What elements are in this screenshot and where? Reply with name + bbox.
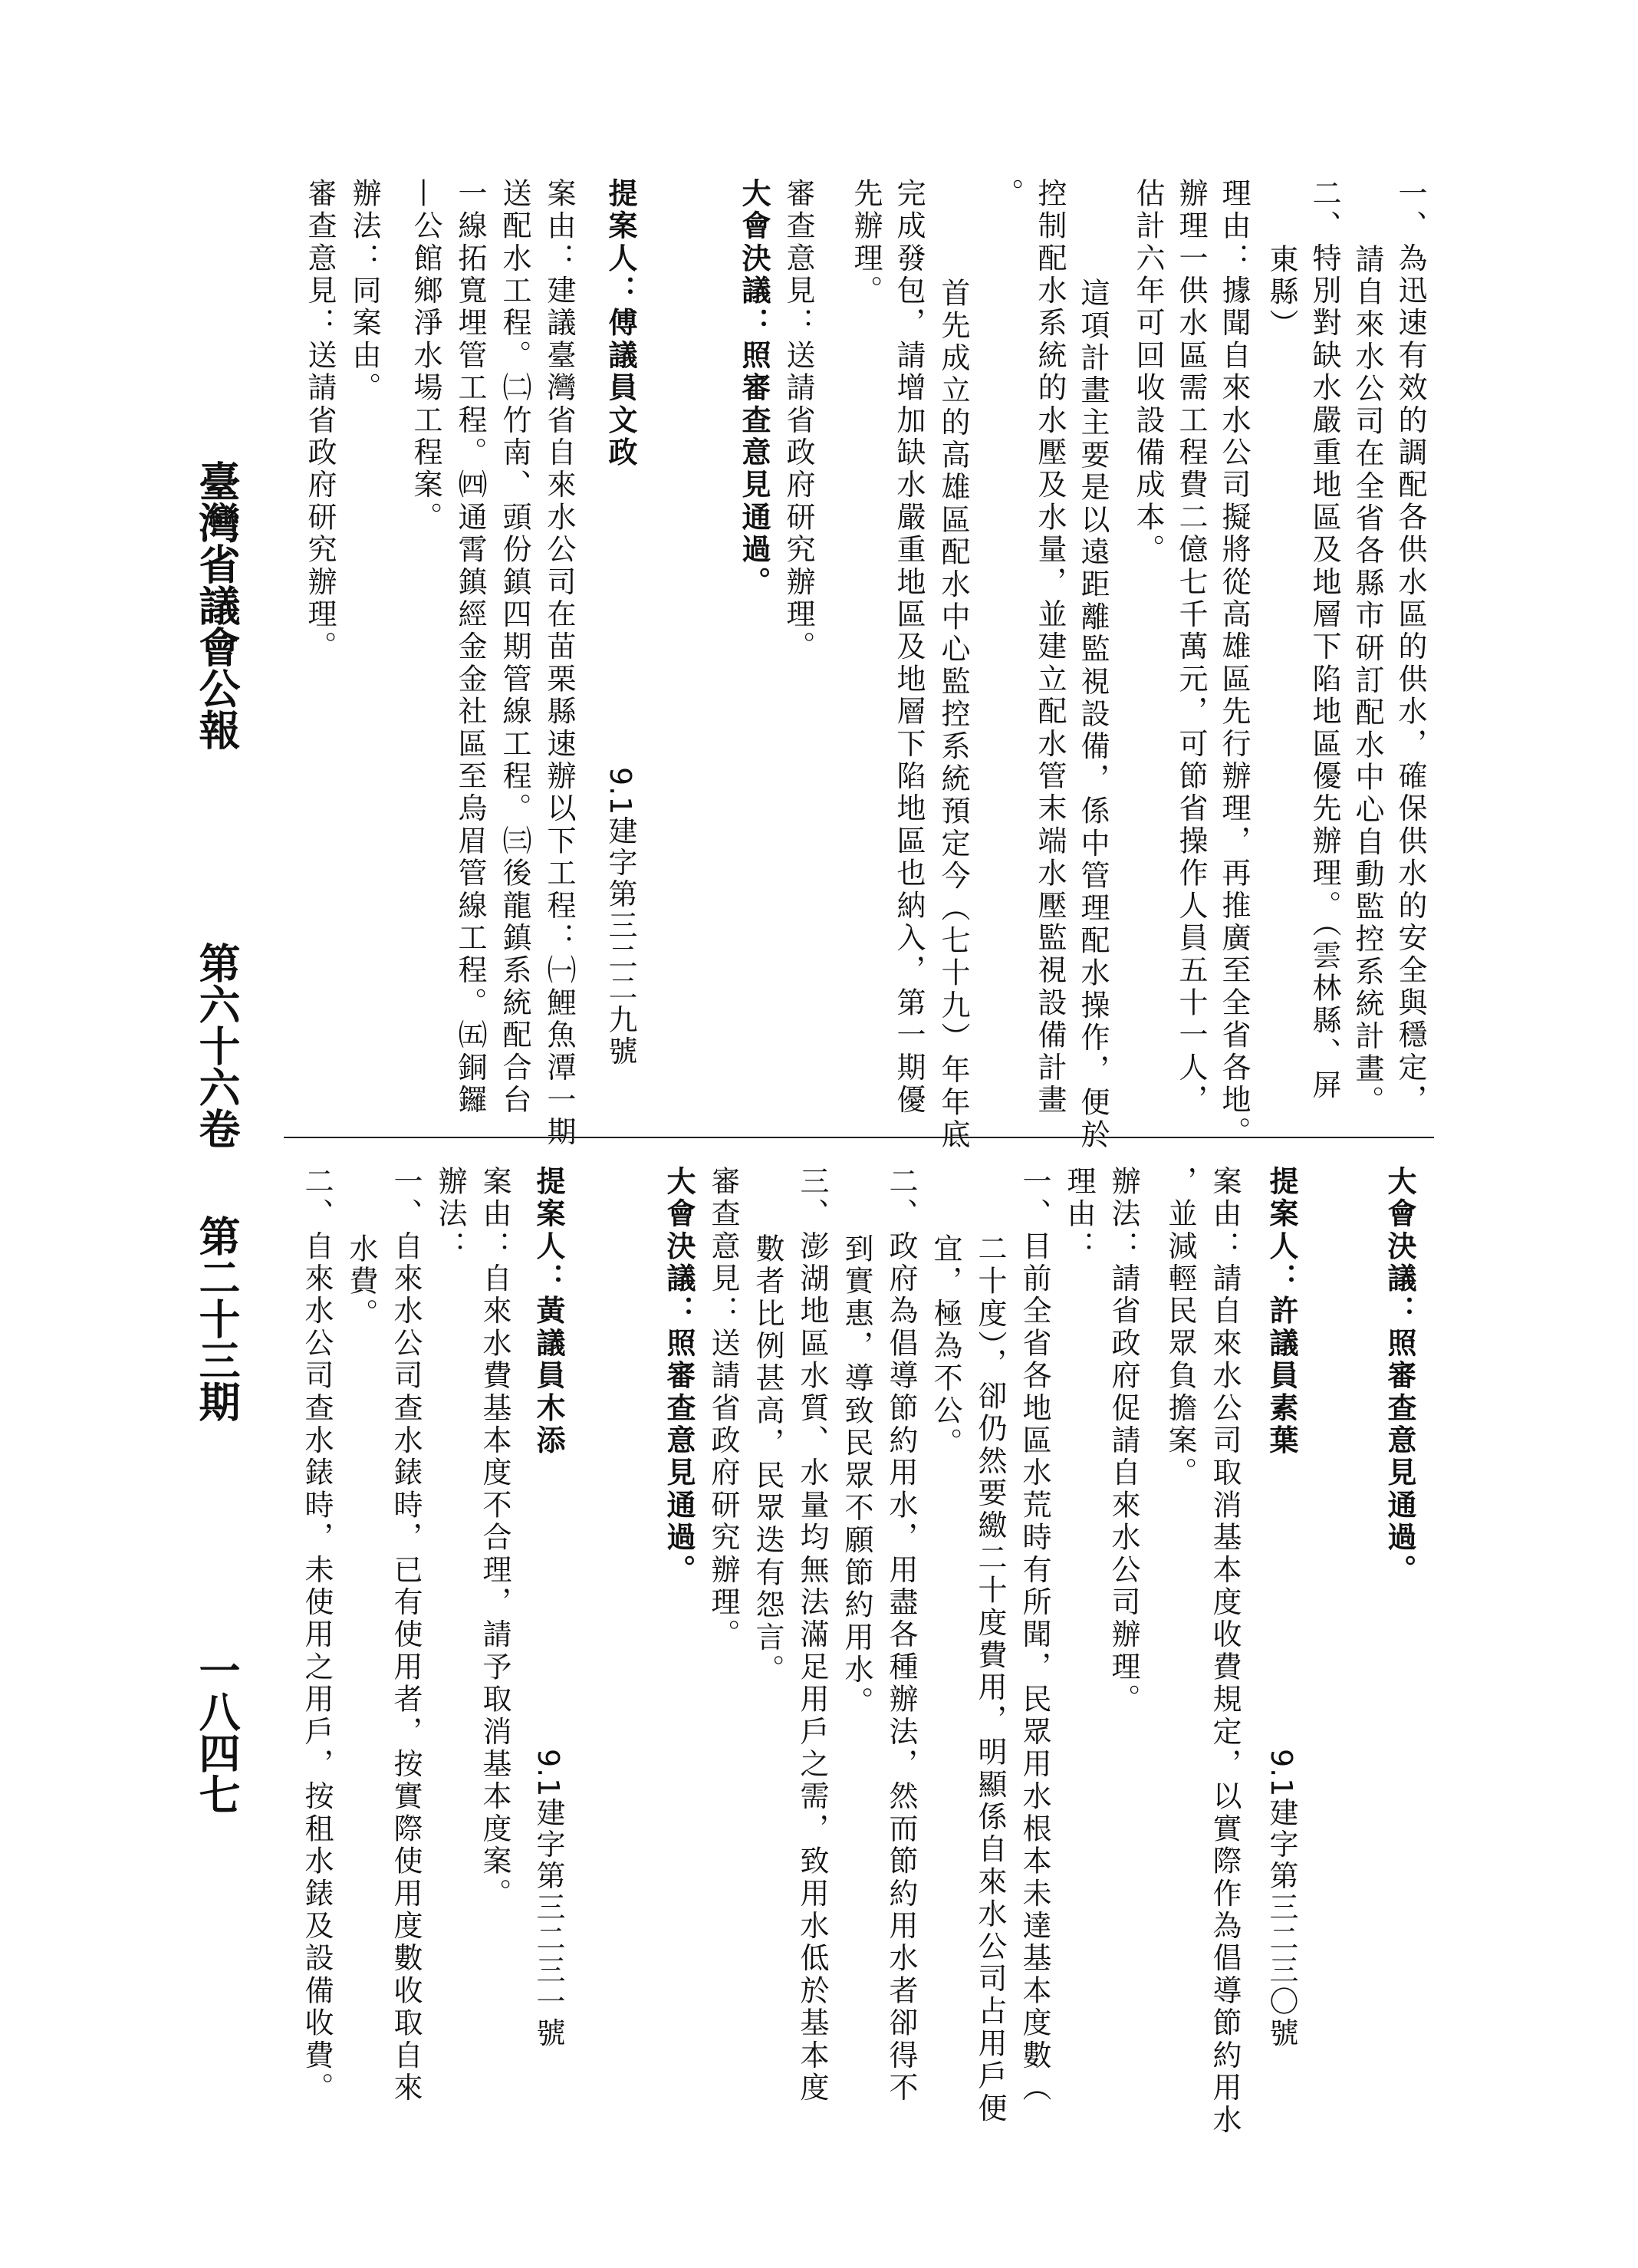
case1-line1: 案由：請自來水公司取消基本度收費規定，以實際作為倡導節約用水 — [1208, 1166, 1242, 2137]
proposer-2: 提案人：黃議員木添 — [531, 1166, 566, 1457]
doc-number — [606, 767, 635, 1067]
doc-number-1-code: 9.1 — [1265, 1749, 1298, 1798]
doc-number-2-code: 9.1 — [531, 1749, 565, 1798]
method2-item1-line2: 水費。 — [344, 1233, 378, 1331]
case-line1: 案由：建議臺灣省自來水公司在苗栗縣速辦以下工程：㈠鯉魚潭一期 — [542, 178, 576, 1149]
method2-item1-line1: 一、自來水公司查水錶時，已有使用者，按實際使用度數收取自來 — [389, 1166, 423, 2105]
method-1: 辦法：請省政府促請自來水公司辦理。 — [1107, 1166, 1140, 1717]
reason2-line1: 二、政府為倡導節約用水，用盡各種辦法，然而節約用水者卻得不 — [884, 1166, 918, 2105]
doc-number-label: 建字第三二二九號 — [604, 815, 637, 1068]
reason-line5: 控制配水系統的水壓及水量，並建立配水管末端水壓監視設備計畫 — [1033, 178, 1067, 1117]
proposer: 提案人：傅議員文政 — [604, 178, 638, 469]
page-number: 一八四七 — [192, 1649, 242, 1815]
method: 辦法：同案由。 — [347, 178, 381, 405]
gazette-title: 臺灣省議會公報 — [192, 460, 242, 750]
doc-number-1-label: 建字第三二三〇號 — [1265, 1797, 1298, 2049]
case-line2: 送配水工程。㈡竹南、頭份鎮四期管線工程。㈢後龍鎮系統配合台 — [498, 178, 531, 1117]
reason-heading: 理由： — [1062, 1166, 1096, 1263]
reason3-line2: 數者比例甚高，民眾迭有怨言。 — [751, 1233, 784, 1687]
doc-number-2-label: 建字第三二三一號 — [531, 1797, 565, 2049]
reason-line6: 。 — [990, 178, 1024, 211]
resolution: 大會決議：照審查意見通過。 — [737, 178, 771, 599]
method2-item2-line1: 二、自來水公司查水錶時，未使用之用戶，按租水錶及設備收費。 — [300, 1166, 334, 2105]
review-opinion: 審查意見：送請省政府研究辦理。 — [781, 178, 815, 663]
review-opinion-3: 審查意見：送請省政府研究辦理。 — [706, 1166, 740, 1651]
resolution-1: 大會決議：照審查意見通過。 — [1383, 1166, 1417, 1587]
item1-line2: 請自來水公司在全省各縣市研訂配水中心自動監控系統計畫。 — [1350, 244, 1384, 1118]
reason-line1: 理由：據聞自來水公司擬將從高雄區先行辦理，再推廣至全省各地。 — [1217, 178, 1251, 1149]
reason2-line2: 到實惠，導致民眾不願節約用水。 — [840, 1233, 873, 1719]
reason-line8: 完成發包，請增加缺水嚴重地區及地層下陷地區也納入，第一期優 — [892, 178, 926, 1117]
proposer-1: 提案人：許議員素葉 — [1265, 1166, 1299, 1457]
item1-line1: 一、為迅速有效的調配各供水區的供水，確保供水的安全與穩定， — [1393, 178, 1427, 1117]
method-2-heading: 辦法： — [433, 1166, 467, 1263]
doc-number-2 — [531, 1749, 565, 2049]
reason-line3: 估計六年可回收設備成本。 — [1131, 178, 1165, 567]
volume-number: 第六十六卷 — [192, 942, 242, 1149]
reason1-line3: 宜，極為不公。 — [929, 1233, 962, 1460]
reason-line9: 先辦理。 — [849, 178, 883, 308]
resolution-2: 大會決議：照審查意見通過。 — [662, 1166, 696, 1587]
reason-line2: 辦理一供水區需工程費二億七千萬元，可節省操作人員五十一人， — [1174, 178, 1208, 1117]
doc-number-1 — [1267, 1749, 1296, 2049]
doc-number-code: 9.1 — [604, 767, 637, 816]
case1-line2: ，並減輕民眾負擔案。 — [1163, 1166, 1197, 1490]
review-opinion-2: 審查意見：送請省政府研究辦理。 — [303, 178, 337, 663]
item2-line1: 二、特別對缺水嚴重地區及地層下陷地區優先辦理。（雲林縣、屏 — [1307, 178, 1341, 1102]
reason-line7: 首先成立的高雄區配水中心監控系統預定今（七十九）年年底 — [936, 278, 970, 1152]
case-line3: 一線拓寬埋管工程。㈣通霄鎮經金金社區至烏眉管線工程。㈤銅鑼 — [453, 178, 487, 1117]
reason1-line2: 二十度），卻仍然要繳二十度費用，明顯係自來水公司占用戶便 — [973, 1233, 1007, 2125]
issue-number: 第二十三期 — [192, 1215, 242, 1422]
reason1-line1: 一、目前全省各地區水荒時有所聞，民眾用水根本未達基本度數（ — [1018, 1166, 1051, 2105]
case-2: 案由：自來水費基本度不合理，請予取消基本度案。 — [478, 1166, 511, 1911]
reason-line4: 這項計畫主要是以遠距離監視設備，係中管理配水操作，便於 — [1076, 278, 1110, 1152]
reason3-line1: 三、澎湖地區水質、水量均無法滿足用戶之需，致用水低於基本度 — [795, 1166, 829, 2105]
case-line4: —公館鄉淨水場工程案。 — [409, 178, 442, 535]
section-divider — [284, 1137, 1434, 1138]
item2-line2: 東縣） — [1265, 244, 1298, 341]
